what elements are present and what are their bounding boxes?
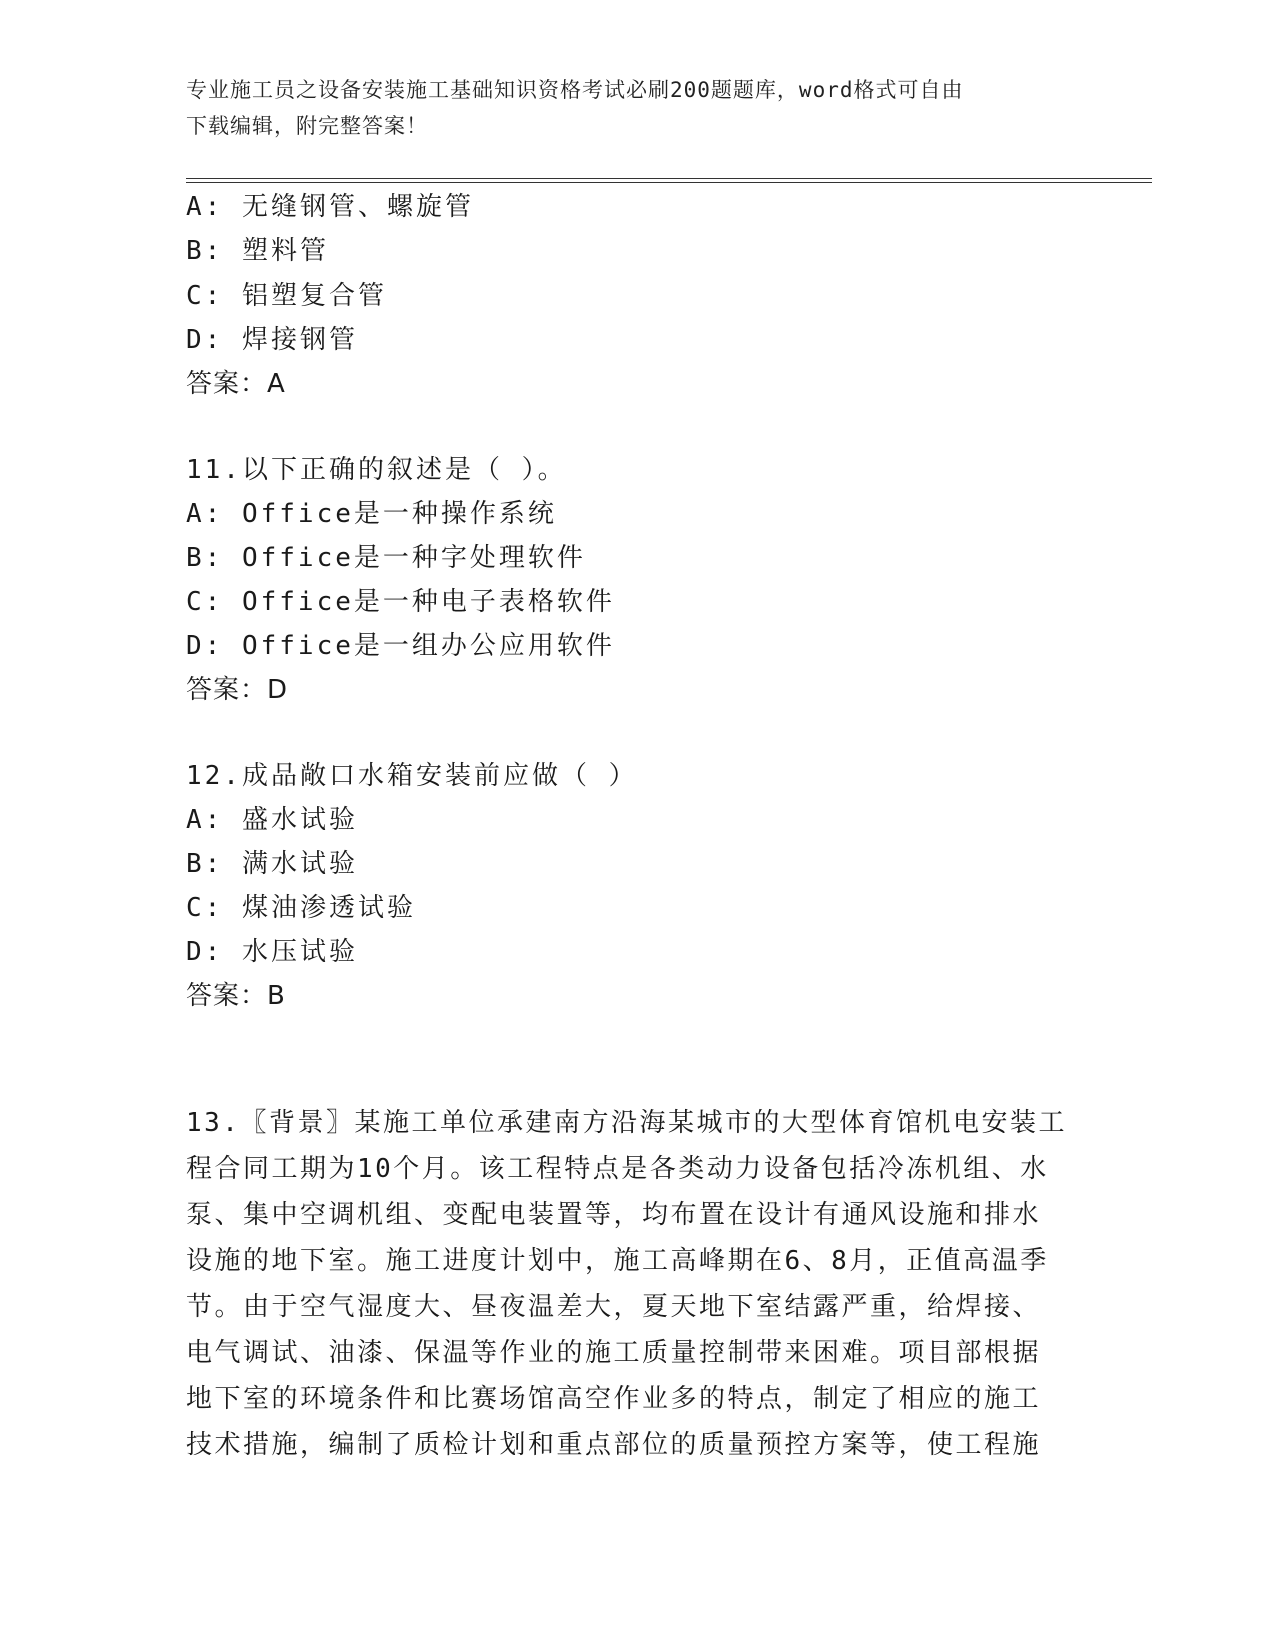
q13-line: 节。由于空气湿度大、昼夜温差大，夏天地下室结露严重，给焊接、 (186, 1292, 1042, 1322)
header-line-2: 下载编辑，附完整答案！ (186, 114, 428, 138)
header-divider-top (186, 178, 1152, 179)
q12-option-b: B: 满水试验 (186, 849, 358, 879)
q13-line: 程合同工期为10个月。该工程特点是各类动力设备包括冷冻机组、水 (186, 1154, 1049, 1184)
header-divider-bottom (186, 182, 1152, 183)
q12-option-a: A: 盛水试验 (186, 805, 358, 835)
q10-answer: 答案：A (186, 369, 286, 399)
q10-option-d: D: 焊接钢管 (186, 325, 358, 355)
q12-question: 12.成品敞口水箱安装前应做（ ） (186, 761, 638, 791)
q11-option-d: D: Office是一组办公应用软件 (186, 631, 615, 661)
q13-line: 泵、集中空调机组、变配电装置等，均布置在设计有通风设施和排水 (186, 1200, 1042, 1230)
q11-option-c: C: Office是一种电子表格软件 (186, 587, 615, 617)
q10-option-a: A: 无缝钢管、螺旋管 (186, 192, 474, 222)
q13-line: 电气调试、油漆、保温等作业的施工质量控制带来困难。项目部根据 (186, 1338, 1042, 1368)
q11-option-b: B: Office是一种字处理软件 (186, 543, 586, 573)
q10-option-c: C: 铝塑复合管 (186, 281, 387, 311)
q10-option-b: B: 塑料管 (186, 236, 329, 266)
q11-answer: 答案：D (186, 675, 289, 705)
q12-option-d: D: 水压试验 (186, 937, 358, 967)
q13-line: 技术措施，编制了质检计划和重点部位的质量预控方案等，使工程施 (186, 1430, 1042, 1460)
q11-option-a: A: Office是一种操作系统 (186, 499, 557, 529)
q13-line: 13.〖背景〗某施工单位承建南方沿海某城市的大型体育馆机电安装工 (186, 1108, 1067, 1138)
q13-line: 设施的地下室。施工进度计划中，施工高峰期在6、8月，正值高温季 (186, 1246, 1049, 1276)
q13-paragraph (186, 1100, 1076, 1468)
header-line-1: 专业施工员之设备安装施工基础知识资格考试必刷200题题库，word格式可自由 (186, 78, 964, 102)
document-header (186, 72, 1086, 144)
q11-question: 11.以下正确的叙述是（ ）。 (186, 455, 567, 485)
q12-answer: 答案：B (186, 981, 286, 1011)
q13-line: 地下室的环境条件和比赛场馆高空作业多的特点，制定了相应的施工 (186, 1384, 1042, 1414)
q12-option-c: C: 煤油渗透试验 (186, 893, 416, 923)
